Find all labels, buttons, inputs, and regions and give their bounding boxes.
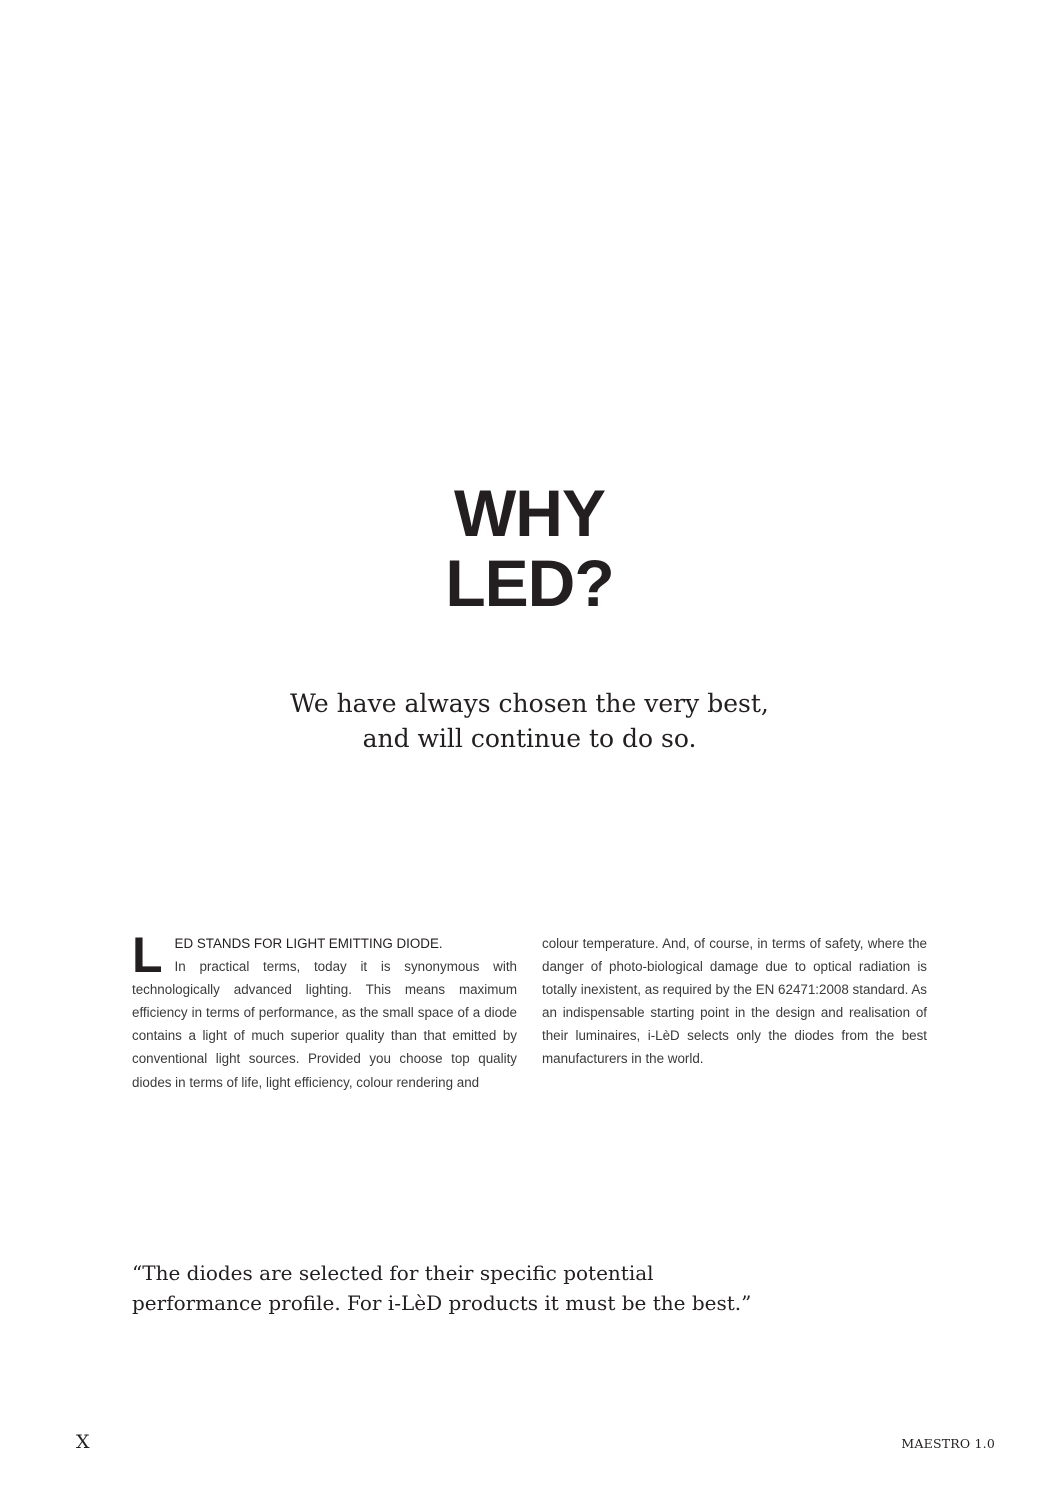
article-body-part-1: In practical terms, today it is synonymous with technologically advanced lighting. This means maximum efficiency in terms of performance, as the small space of a diode contains a light of much superior quality than that emitted by conventional light sources. Provided you choose top quality diodes in terms of life, light efficiency, colour rendering and	[132, 959, 517, 1090]
article-column-left	[132, 927, 517, 1094]
article-lead: ED STANDS FOR LIGHT EMITTING DIODE.	[174, 936, 443, 951]
page-number: X	[76, 1431, 90, 1453]
page-title-line-1: WHY	[454, 476, 605, 550]
article-body-part-2: colour temperature. And, of course, in terms of safety, where the danger of photo-biological damage due to optical radiation is totally inexistent, as required by the EN 62471:2008 standard. As an indispensable starting point in the design and realisation of their luminaires, i-LèD selects only the diodes from the best manufacturers in the world.	[542, 936, 927, 1067]
page-subtitle-line-2: and will continue to do so.	[362, 724, 697, 753]
drop-cap: L	[132, 927, 163, 983]
pull-quote	[132, 1258, 892, 1318]
page-subtitle	[0, 686, 1059, 756]
article-column-right	[542, 932, 927, 1071]
page-title	[0, 478, 1059, 618]
page-subtitle-line-1: We have always chosen the very best,	[290, 689, 769, 718]
pull-quote-line-2: performance profile. For i-LèD products it must be the best.”	[132, 1291, 752, 1315]
publication-name: MAESTRO 1.0	[901, 1436, 995, 1451]
page-title-line-2: LED?	[445, 546, 614, 620]
pull-quote-line-1: “The diodes are selected for their specific potential	[132, 1261, 654, 1285]
